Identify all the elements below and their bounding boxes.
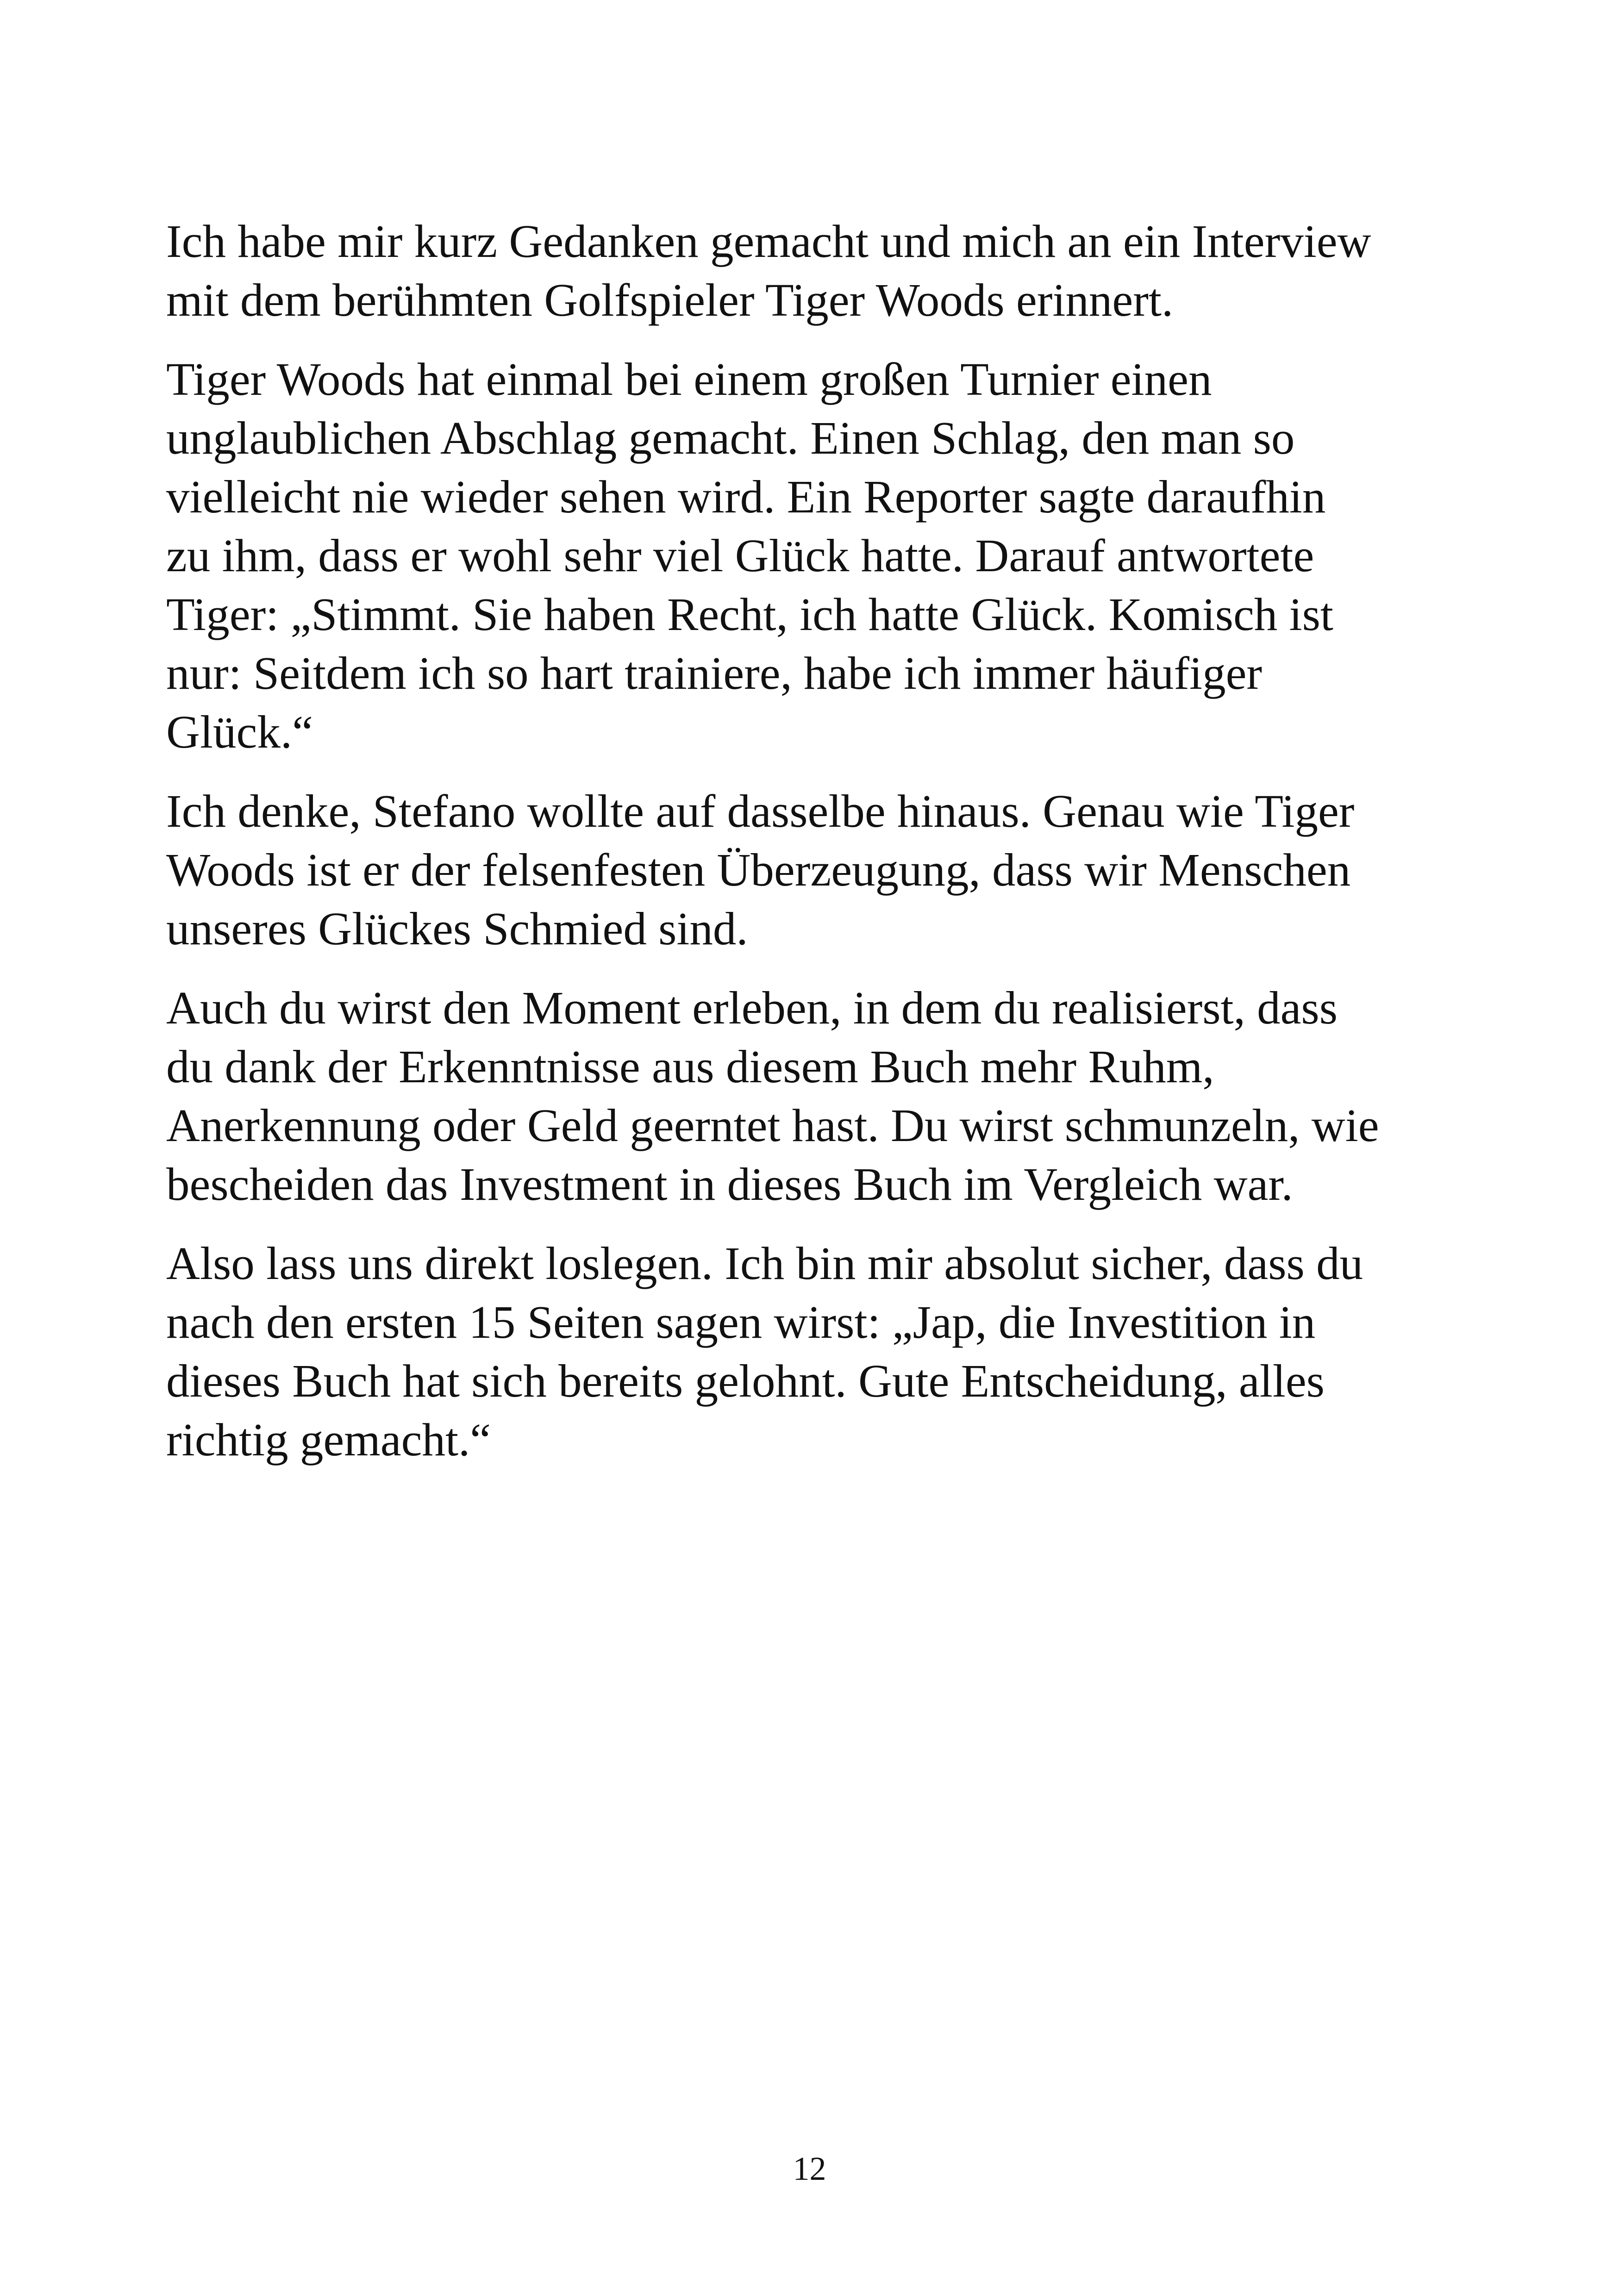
text-line: dieses Buch hat sich bereits gelohnt. Gute Entscheidung, alles <box>166 1355 1325 1407</box>
text-line: Tiger Woods hat einmal bei einem großen Turnier einen <box>166 353 1212 405</box>
text-line: Tiger: „Stimmt. Sie haben Recht, ich hatte Glück. Komisch ist <box>166 588 1333 640</box>
text-line: unglaublichen Abschlag gemacht. Einen Schlag, den man so <box>166 412 1295 464</box>
text-line: bescheiden das Investment in dieses Buch im Vergleich war. <box>166 1158 1293 1210</box>
paragraph-5 <box>166 1234 1393 1469</box>
text-line: Auch du wirst den Moment erleben, in dem du realisierst, dass <box>166 982 1338 1034</box>
paragraph-3 <box>166 782 1393 958</box>
text-line: Ich habe mir kurz Gedanken gemacht und mich an ein Interview <box>166 215 1371 267</box>
paragraph-4 <box>166 979 1393 1214</box>
text-line: mit dem berühmten Golfspieler Tiger Woods erinnert. <box>166 274 1174 326</box>
text-line: richtig gemacht.“ <box>166 1414 491 1466</box>
paragraph-2 <box>166 350 1393 761</box>
text-line: Anerkennung oder Geld geerntet hast. Du wirst schmunzeln, wie <box>166 1099 1379 1151</box>
body-text <box>166 212 1393 1490</box>
text-line: vielleicht nie wieder sehen wird. Ein Reporter sagte daraufhin <box>166 471 1326 523</box>
text-line: Glück.“ <box>166 706 313 758</box>
text-line: nach den ersten 15 Seiten sagen wirst: „Jap, die Investition in <box>166 1296 1316 1348</box>
page-number: 12 <box>793 2150 826 2187</box>
text-line: Also lass uns direkt loslegen. Ich bin mir absolut sicher, dass du <box>166 1237 1363 1289</box>
text-line: unseres Glückes Schmied sind. <box>166 903 748 955</box>
text-line: nur: Seitdem ich so hart trainiere, habe ich immer häufiger <box>166 647 1263 699</box>
text-line: Woods ist er der felsenfesten Überzeugung, dass wir Menschen <box>166 844 1351 896</box>
text-line: zu ihm, dass er wohl sehr viel Glück hatte. Darauf antwortete <box>166 530 1314 581</box>
text-line: du dank der Erkenntnisse aus diesem Buch mehr Ruhm, <box>166 1041 1214 1092</box>
text-line: Ich denke, Stefano wollte auf dasselbe hinaus. Genau wie Tiger <box>166 785 1355 837</box>
paragraph-1 <box>166 212 1393 330</box>
